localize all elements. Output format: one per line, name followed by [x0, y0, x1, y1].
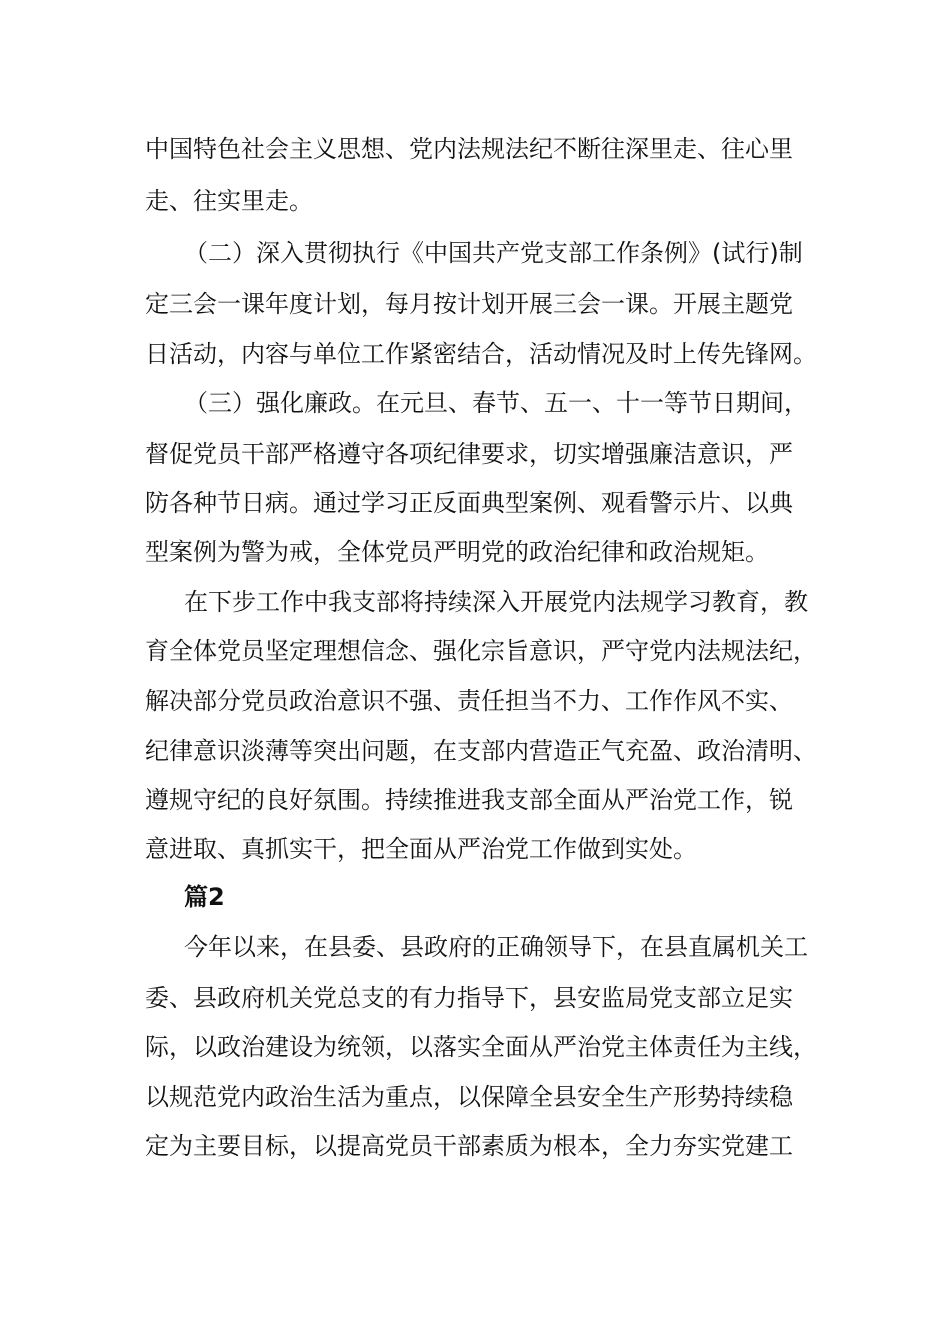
text-line: 在下步工作中我支部将持续深入开展党内法规学习教育，教	[184, 588, 808, 616]
text-line: 定三会一课年度计划，每月按计划开展三会一课。开展主题党	[145, 290, 793, 318]
text-line: 督促党员干部严格遵守各项纪律要求，切实增强廉洁意识，严	[145, 440, 793, 468]
text-line: 意进取、真抓实干，把全面从严治党工作做到实处。	[145, 835, 697, 863]
text-line: 中国特色社会主义思想、党内法规法纪不断往深里走、往心里	[145, 135, 793, 163]
text-line: 遵规守纪的良好氛围。持续推进我支部全面从严治党工作，锐	[145, 786, 793, 814]
text-line: 走、往实里走。	[145, 187, 313, 215]
text-line: 定为主要目标，以提高党员干部素质为根本，全力夯实党建工	[145, 1132, 793, 1160]
text-line: 纪律意识淡薄等突出问题，在支部内营造正气充盈、政治清明、	[145, 737, 817, 765]
text-line: 育全体党员坚定理想信念、强化宗旨意识，严守党内法规法纪，	[145, 637, 817, 665]
text-line: 解决部分党员政治意识不强、责任担当不力、工作作风不实、	[145, 687, 793, 715]
section-heading: 篇2	[184, 883, 225, 911]
text-line: 际，以政治建设为统领，以落实全面从严治党主体责任为主线，	[145, 1033, 817, 1061]
text-line: 以规范党内政治生活为重点，以保障全县安全生产形势持续稳	[145, 1083, 793, 1111]
text-line: 今年以来，在县委、县政府的正确领导下，在县直属机关工	[184, 933, 808, 961]
text-line: （二）深入贯彻执行《中国共产党支部工作条例》(试行)制	[184, 239, 803, 267]
text-line: 日活动，内容与单位工作紧密结合，活动情况及时上传先锋网。	[145, 340, 817, 368]
text-line: （三）强化廉政。在元旦、春节、五一、十一等节日期间，	[184, 389, 808, 417]
text-line: 防各种节日病。通过学习正反面典型案例、观看警示片、以典	[145, 489, 793, 517]
text-line: 委、县政府机关党总支的有力指导下，县安监局党支部立足实	[145, 984, 793, 1012]
text-line: 型案例为警为戒，全体党员严明党的政治纪律和政治规矩。	[145, 538, 769, 566]
